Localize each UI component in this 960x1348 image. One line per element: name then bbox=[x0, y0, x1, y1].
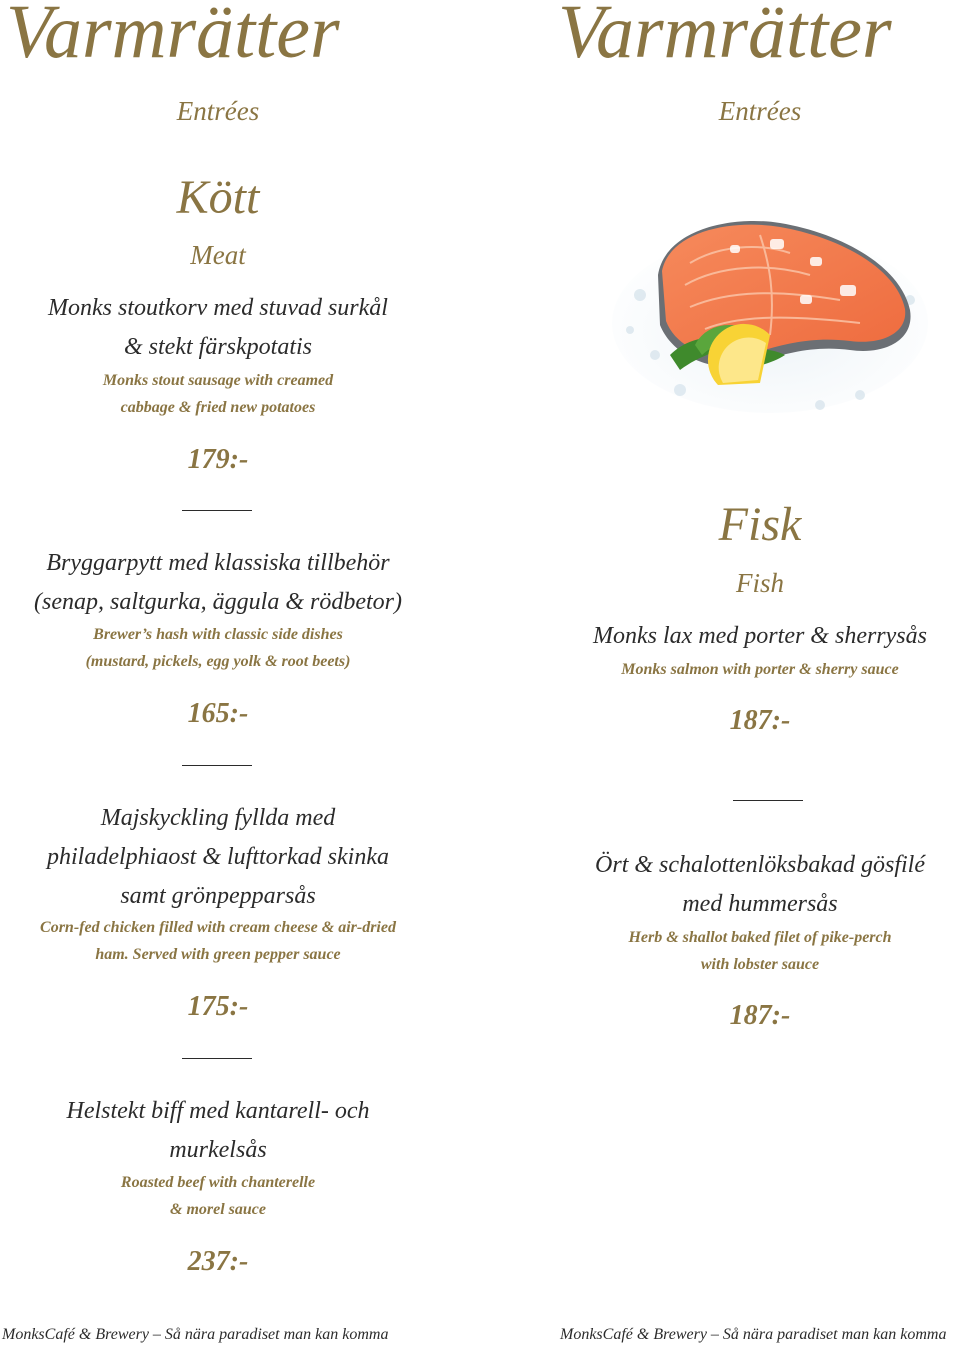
dish-description-line: Corn-fed chicken filled with cream cheese & air-dried bbox=[40, 919, 396, 936]
section-title: Fisk bbox=[718, 498, 802, 551]
divider bbox=[733, 800, 803, 801]
dish-description-line: Herb & shallot baked filet of pike-perch bbox=[628, 929, 892, 946]
dish-price: 175:- bbox=[187, 991, 249, 1022]
dish-name-line: Monks lax med porter & sherrysås bbox=[593, 623, 927, 649]
section-subtitle: Fish bbox=[735, 568, 784, 598]
dish-name-line: samt grönpepparsås bbox=[120, 883, 316, 909]
section-title: Kött bbox=[176, 171, 260, 224]
dish-description-line: cabbage & fried new potatoes bbox=[120, 399, 316, 416]
dish-price: 237:- bbox=[187, 1246, 249, 1277]
salmon-steak-image bbox=[610, 205, 928, 417]
footer-tagline: MonksCafé & Brewery – Så nära paradiset man kan komma bbox=[560, 1326, 947, 1343]
dish-description-line: & morel sauce bbox=[170, 1201, 266, 1218]
page-title: Varmrätter bbox=[6, 0, 340, 74]
dish-description-line: Monks stout sausage with creamed bbox=[102, 372, 334, 389]
dish-description-line: ham. Served with green pepper sauce bbox=[95, 946, 341, 963]
dish-description-line: with lobster sauce bbox=[700, 956, 820, 973]
dish-name-line: Helstekt biff med kantarell- och bbox=[66, 1098, 370, 1124]
dish-price: 187:- bbox=[729, 1000, 791, 1031]
dish-name-line: Majskyckling fyllda med bbox=[100, 805, 336, 831]
dish-price: 187:- bbox=[729, 705, 791, 736]
dish-name-line: Bryggarpytt med klassiska tillbehör bbox=[46, 550, 390, 576]
dish-description-line: Monks salmon with porter & sherry sauce bbox=[621, 661, 899, 678]
dish-price: 179:- bbox=[187, 444, 249, 475]
dish-description-line: (mustard, pickels, egg yolk & root beets) bbox=[85, 653, 351, 670]
dish-name-line: murkelsås bbox=[169, 1137, 267, 1163]
divider bbox=[182, 765, 252, 766]
page-title: Varmrätter bbox=[558, 0, 892, 74]
dish-description-line: Brewer’s hash with classic side dishes bbox=[93, 626, 343, 643]
footer-tagline: MonksCafé & Brewery – Så nära paradiset man kan komma bbox=[2, 1326, 389, 1343]
dish-name-line: (senap, saltgurka, äggula & rödbetor) bbox=[34, 589, 402, 615]
dish-description-line: Roasted beef with chanterelle bbox=[120, 1174, 316, 1191]
page-subtitle: Entrées bbox=[718, 96, 802, 126]
dish-name-line: philadelphiaost & lufttorkad skinka bbox=[47, 844, 389, 870]
dish-name-line: Monks stoutkorv med stuvad surkål bbox=[48, 295, 388, 321]
divider bbox=[182, 1058, 252, 1059]
dish-name-line: Ört & schalottenlöksbakad gösfilé bbox=[595, 852, 925, 878]
divider bbox=[182, 510, 252, 511]
right-column bbox=[560, 0, 960, 1348]
dish-name-line: & stekt färskpotatis bbox=[124, 334, 312, 360]
page-subtitle: Entrées bbox=[176, 96, 260, 126]
dish-name-line: med hummersås bbox=[682, 891, 838, 917]
section-subtitle: Meat bbox=[190, 240, 246, 270]
left-column bbox=[0, 0, 436, 1348]
dish-price: 165:- bbox=[187, 698, 249, 729]
